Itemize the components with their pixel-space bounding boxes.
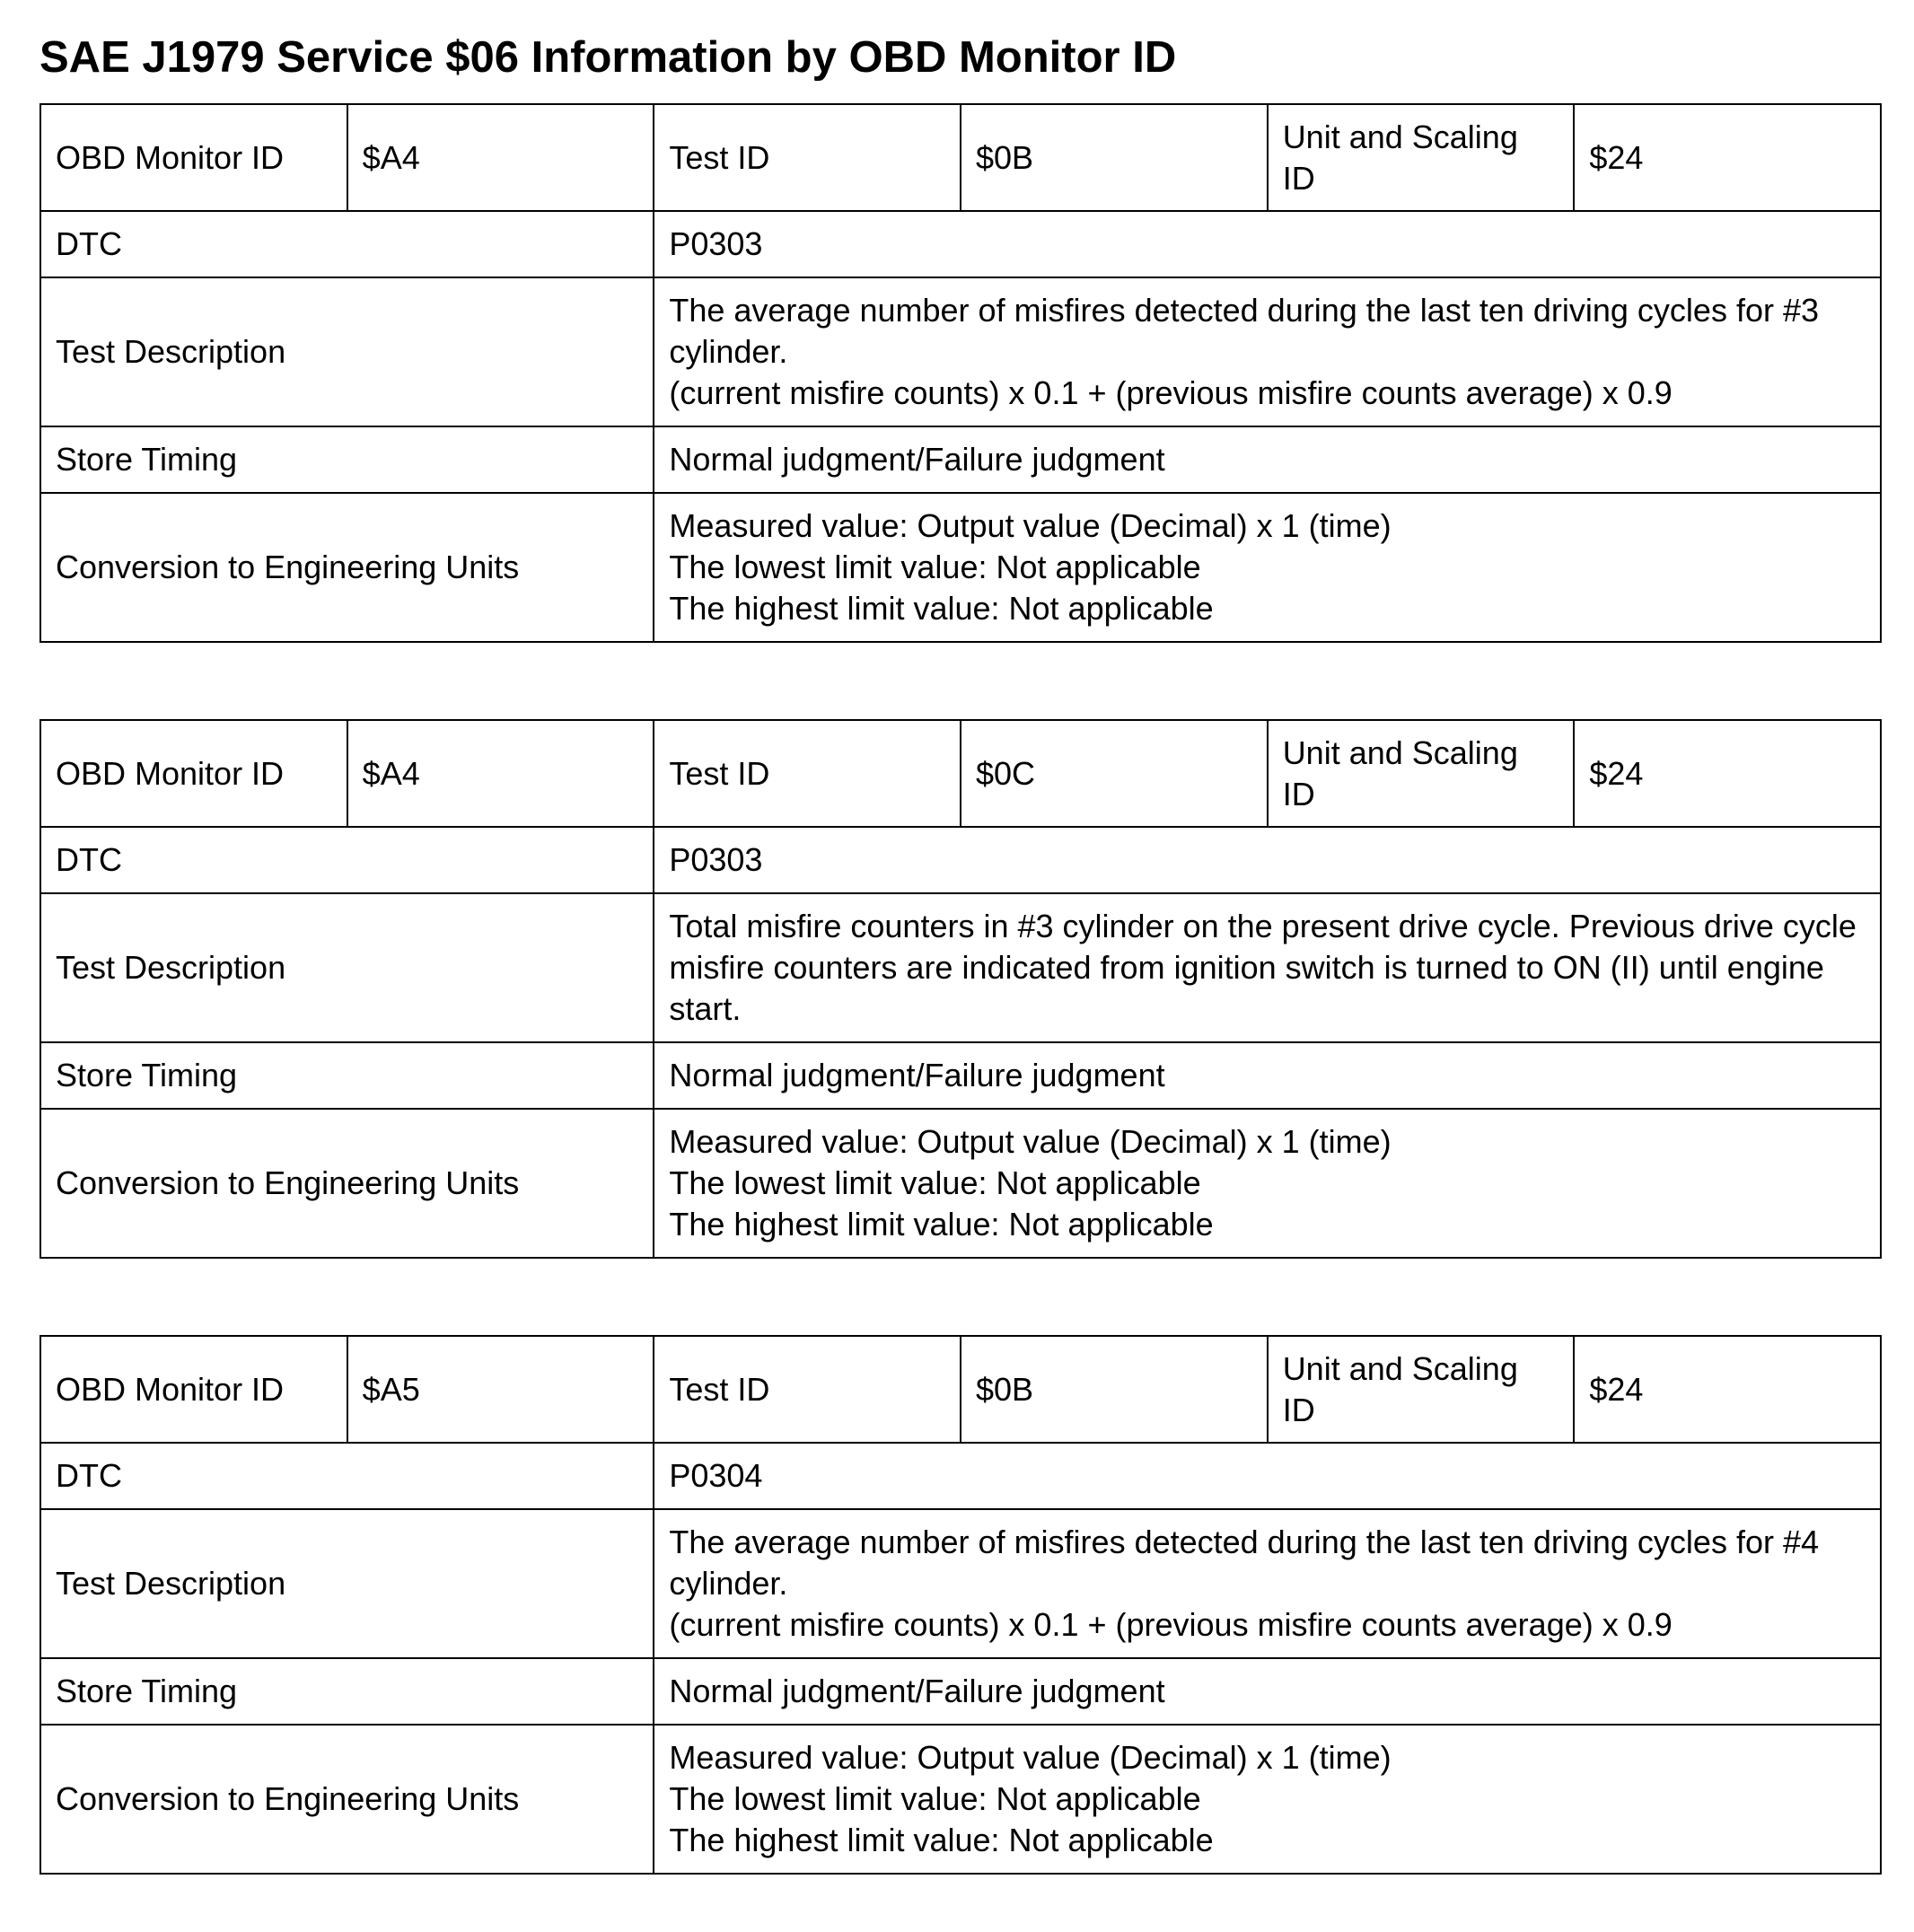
dtc-label: DTC — [40, 827, 654, 893]
dtc-value: P0303 — [654, 827, 1881, 893]
test-description-line: (current misfire counts) x 0.1 + (previous misfire counts average) x 0.9 — [669, 374, 1673, 411]
monitor-table — [40, 103, 1882, 643]
monitor-table — [40, 719, 1882, 1259]
conversion-line: Measured value: Output value (Decimal) x 1 (time) — [669, 1739, 1392, 1776]
conversion-value — [654, 493, 1881, 642]
test-description-line: Total misfire counters in #3 cylinder on the present drive cycle. Previous drive cycle misfire counters are indicated from ignition switch is turned to ON (II) until engine start. — [669, 908, 1857, 1027]
obd-monitor-id-label: OBD Monitor ID — [40, 1336, 347, 1443]
test-description-row — [40, 1509, 1881, 1658]
obd-monitor-id-value: $A5 — [347, 1336, 654, 1443]
dtc-row — [40, 827, 1881, 893]
store-timing-row — [40, 1658, 1881, 1725]
conversion-line: The lowest limit value: Not applicable — [669, 1780, 1201, 1817]
test-id-value: $0B — [961, 1336, 1268, 1443]
conversion-line: The highest limit value: Not applicable — [669, 1822, 1214, 1858]
test-description-value — [654, 1509, 1881, 1658]
conversion-value — [654, 1725, 1881, 1874]
store-timing-label: Store Timing — [40, 1658, 654, 1725]
test-description-line: The average number of misfires detected during the last ten driving cycles for #3 cylinder. — [669, 292, 1819, 370]
conversion-line: The highest limit value: Not applicable — [669, 590, 1214, 627]
dtc-value: P0303 — [654, 211, 1881, 277]
conversion-line: The lowest limit value: Not applicable — [669, 1164, 1201, 1201]
header-row — [40, 104, 1881, 211]
conversion-label: Conversion to Engineering Units — [40, 493, 654, 642]
conversion-line: The lowest limit value: Not applicable — [669, 549, 1201, 585]
obd-monitor-id-value: $A4 — [347, 720, 654, 827]
store-timing-value: Normal judgment/Failure judgment — [654, 1658, 1881, 1725]
dtc-label: DTC — [40, 1443, 654, 1509]
store-timing-row — [40, 426, 1881, 493]
conversion-row — [40, 493, 1881, 642]
obd-monitor-id-value: $A4 — [347, 104, 654, 211]
unit-scaling-id-label: Unit and Scaling ID — [1268, 720, 1575, 827]
store-timing-label: Store Timing — [40, 1042, 654, 1109]
header-row — [40, 1336, 1881, 1443]
test-description-value — [654, 277, 1881, 426]
conversion-label: Conversion to Engineering Units — [40, 1109, 654, 1258]
test-description-row — [40, 277, 1881, 426]
test-description-label: Test Description — [40, 277, 654, 426]
test-id-value: $0C — [961, 720, 1268, 827]
page-title: SAE J1979 Service $06 Information by OBD Monitor ID — [40, 33, 1177, 82]
conversion-line: Measured value: Output value (Decimal) x 1 (time) — [669, 1123, 1392, 1160]
unit-scaling-id-value: $24 — [1574, 720, 1881, 827]
header-row — [40, 720, 1881, 827]
test-description-line: (current misfire counts) x 0.1 + (previous misfire counts average) x 0.9 — [669, 1606, 1673, 1643]
conversion-row — [40, 1109, 1881, 1258]
test-description-label: Test Description — [40, 1509, 654, 1658]
test-id-label: Test ID — [654, 1336, 961, 1443]
obd-monitor-id-label: OBD Monitor ID — [40, 720, 347, 827]
dtc-row — [40, 211, 1881, 277]
conversion-line: The highest limit value: Not applicable — [669, 1206, 1214, 1243]
conversion-row — [40, 1725, 1881, 1874]
unit-scaling-id-label: Unit and Scaling ID — [1268, 104, 1575, 211]
dtc-label: DTC — [40, 211, 654, 277]
store-timing-value: Normal judgment/Failure judgment — [654, 1042, 1881, 1109]
test-id-label: Test ID — [654, 720, 961, 827]
monitor-table — [40, 1335, 1882, 1875]
conversion-label: Conversion to Engineering Units — [40, 1725, 654, 1874]
conversion-value — [654, 1109, 1881, 1258]
store-timing-label: Store Timing — [40, 426, 654, 493]
obd-monitor-id-label: OBD Monitor ID — [40, 104, 347, 211]
test-description-line: The average number of misfires detected during the last ten driving cycles for #4 cylinder. — [669, 1524, 1819, 1602]
test-description-value — [654, 893, 1881, 1042]
unit-scaling-id-value: $24 — [1574, 104, 1881, 211]
dtc-row — [40, 1443, 1881, 1509]
test-description-label: Test Description — [40, 893, 654, 1042]
dtc-value: P0304 — [654, 1443, 1881, 1509]
store-timing-row — [40, 1042, 1881, 1109]
test-id-value: $0B — [961, 104, 1268, 211]
test-id-label: Test ID — [654, 104, 961, 211]
store-timing-value: Normal judgment/Failure judgment — [654, 426, 1881, 493]
conversion-line: Measured value: Output value (Decimal) x 1 (time) — [669, 507, 1392, 544]
unit-scaling-id-label: Unit and Scaling ID — [1268, 1336, 1575, 1443]
unit-scaling-id-value: $24 — [1574, 1336, 1881, 1443]
test-description-row — [40, 893, 1881, 1042]
